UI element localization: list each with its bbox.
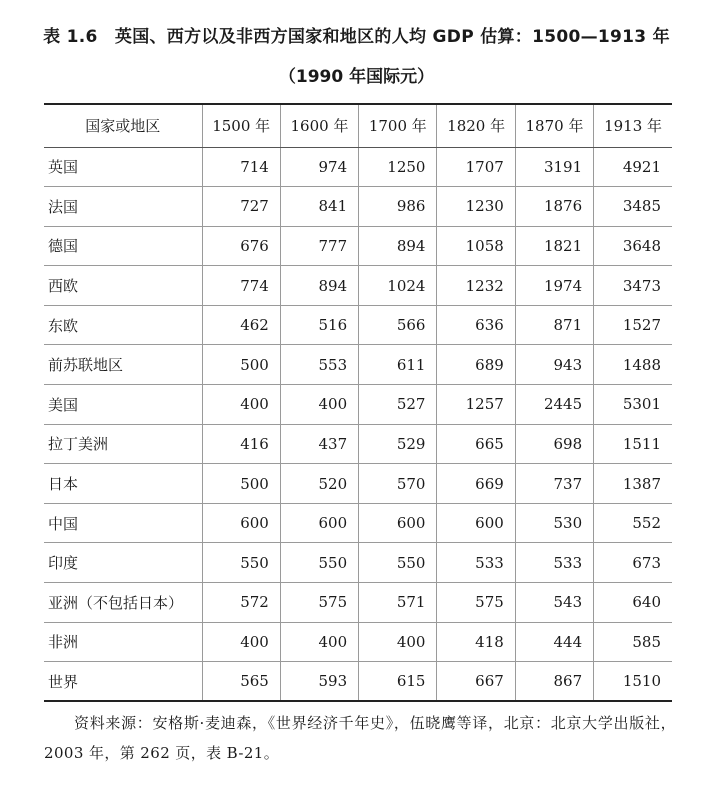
table-row — [44, 147, 672, 187]
gdp-value-cell: 3485 — [594, 187, 672, 227]
gdp-value-cell: 615 — [359, 662, 437, 702]
column-header-region: 国家或地区 — [44, 104, 202, 147]
gdp-value-cell: 600 — [437, 503, 515, 543]
table-body — [44, 147, 672, 701]
gdp-value-cell: 2445 — [515, 385, 593, 425]
table-row — [44, 385, 672, 425]
gdp-value-cell: 974 — [280, 147, 358, 187]
gdp-value-cell: 727 — [202, 187, 280, 227]
gdp-value-cell: 520 — [280, 464, 358, 504]
gdp-value-cell: 530 — [515, 503, 593, 543]
gdp-value-cell: 533 — [515, 543, 593, 583]
gdp-value-cell: 462 — [202, 305, 280, 345]
column-header-year: 1600 年 — [280, 104, 358, 147]
region-name-cell: 德国 — [44, 226, 202, 266]
table-row — [44, 305, 672, 345]
gdp-value-cell: 640 — [594, 583, 672, 623]
gdp-value-cell: 553 — [280, 345, 358, 385]
region-name-cell: 美国 — [44, 385, 202, 425]
gdp-value-cell: 550 — [280, 543, 358, 583]
gdp-value-cell: 4921 — [594, 147, 672, 187]
gdp-value-cell: 600 — [359, 503, 437, 543]
gdp-value-cell: 400 — [280, 385, 358, 425]
gdp-value-cell: 527 — [359, 385, 437, 425]
region-name-cell: 东欧 — [44, 305, 202, 345]
region-name-cell: 西欧 — [44, 266, 202, 306]
region-name-cell: 印度 — [44, 543, 202, 583]
region-name-cell: 日本 — [44, 464, 202, 504]
header-row — [44, 104, 672, 147]
region-name-cell: 拉丁美洲 — [44, 424, 202, 464]
gdp-value-cell: 400 — [202, 385, 280, 425]
gdp-value-cell: 698 — [515, 424, 593, 464]
table-row — [44, 226, 672, 266]
gdp-value-cell: 600 — [202, 503, 280, 543]
gdp-value-cell: 543 — [515, 583, 593, 623]
table-row — [44, 503, 672, 543]
gdp-table — [44, 103, 672, 702]
table-row — [44, 543, 672, 583]
gdp-value-cell: 676 — [202, 226, 280, 266]
gdp-value-cell: 1024 — [359, 266, 437, 306]
column-header-year: 1913 年 — [594, 104, 672, 147]
gdp-value-cell: 529 — [359, 424, 437, 464]
gdp-value-cell: 1257 — [437, 385, 515, 425]
gdp-value-cell: 571 — [359, 583, 437, 623]
gdp-value-cell: 600 — [280, 503, 358, 543]
gdp-value-cell: 550 — [359, 543, 437, 583]
region-name-cell: 世界 — [44, 662, 202, 702]
gdp-value-cell: 550 — [202, 543, 280, 583]
gdp-value-cell: 566 — [359, 305, 437, 345]
gdp-value-cell: 665 — [437, 424, 515, 464]
gdp-value-cell: 5301 — [594, 385, 672, 425]
column-header-year: 1700 年 — [359, 104, 437, 147]
gdp-value-cell: 871 — [515, 305, 593, 345]
gdp-value-cell: 943 — [515, 345, 593, 385]
gdp-value-cell: 400 — [202, 622, 280, 662]
gdp-value-cell: 3648 — [594, 226, 672, 266]
gdp-value-cell: 516 — [280, 305, 358, 345]
source-note: 资料来源：安格斯·麦迪森，《世界经济千年史》，伍晓鹰等译，北京：北京大学出版社，2003 年，第 262 页，表 B-21。 — [44, 714, 676, 762]
gdp-value-cell: 400 — [280, 622, 358, 662]
region-name-cell: 前苏联地区 — [44, 345, 202, 385]
gdp-value-cell: 570 — [359, 464, 437, 504]
gdp-value-cell: 3473 — [594, 266, 672, 306]
table-title: 表 1.6 英国、西方以及非西方国家和地区的人均 GDP 估算：1500—1913 年 — [43, 27, 670, 47]
gdp-value-cell: 500 — [202, 345, 280, 385]
table-row — [44, 622, 672, 662]
gdp-value-cell: 400 — [359, 622, 437, 662]
gdp-value-cell: 1876 — [515, 187, 593, 227]
region-name-cell: 法国 — [44, 187, 202, 227]
gdp-value-cell: 1387 — [594, 464, 672, 504]
gdp-value-cell: 572 — [202, 583, 280, 623]
column-header-year: 1500 年 — [202, 104, 280, 147]
gdp-value-cell: 673 — [594, 543, 672, 583]
gdp-value-cell: 1230 — [437, 187, 515, 227]
region-name-cell: 中国 — [44, 503, 202, 543]
gdp-value-cell: 437 — [280, 424, 358, 464]
region-name-cell: 英国 — [44, 147, 202, 187]
table-row — [44, 424, 672, 464]
gdp-value-cell: 1511 — [594, 424, 672, 464]
gdp-value-cell: 1821 — [515, 226, 593, 266]
gdp-value-cell: 777 — [280, 226, 358, 266]
column-header-year: 1870 年 — [515, 104, 593, 147]
gdp-value-cell: 1488 — [594, 345, 672, 385]
gdp-value-cell: 565 — [202, 662, 280, 702]
gdp-value-cell: 575 — [280, 583, 358, 623]
gdp-value-cell: 894 — [359, 226, 437, 266]
gdp-value-cell: 986 — [359, 187, 437, 227]
gdp-value-cell: 611 — [359, 345, 437, 385]
gdp-value-cell: 416 — [202, 424, 280, 464]
gdp-value-cell: 894 — [280, 266, 358, 306]
table-row — [44, 583, 672, 623]
gdp-value-cell: 575 — [437, 583, 515, 623]
gdp-value-cell: 552 — [594, 503, 672, 543]
gdp-value-cell: 714 — [202, 147, 280, 187]
table-row — [44, 464, 672, 504]
gdp-value-cell: 774 — [202, 266, 280, 306]
gdp-value-cell: 1250 — [359, 147, 437, 187]
gdp-value-cell: 669 — [437, 464, 515, 504]
table-subtitle: （1990 年国际元） — [278, 67, 435, 87]
gdp-value-cell: 689 — [437, 345, 515, 385]
gdp-value-cell: 585 — [594, 622, 672, 662]
gdp-value-cell: 1510 — [594, 662, 672, 702]
gdp-value-cell: 418 — [437, 622, 515, 662]
gdp-value-cell: 3191 — [515, 147, 593, 187]
gdp-value-cell: 444 — [515, 622, 593, 662]
gdp-value-cell: 1974 — [515, 266, 593, 306]
gdp-value-cell: 667 — [437, 662, 515, 702]
gdp-value-cell: 1232 — [437, 266, 515, 306]
gdp-value-cell: 737 — [515, 464, 593, 504]
table-row — [44, 187, 672, 227]
region-name-cell: 亚洲（不包括日本） — [44, 583, 202, 623]
gdp-value-cell: 1707 — [437, 147, 515, 187]
region-name-cell: 非洲 — [44, 622, 202, 662]
table-row — [44, 662, 672, 702]
gdp-value-cell: 533 — [437, 543, 515, 583]
gdp-value-cell: 593 — [280, 662, 358, 702]
gdp-value-cell: 1527 — [594, 305, 672, 345]
table-row — [44, 266, 672, 306]
gdp-value-cell: 1058 — [437, 226, 515, 266]
gdp-value-cell: 500 — [202, 464, 280, 504]
gdp-value-cell: 636 — [437, 305, 515, 345]
column-header-year: 1820 年 — [437, 104, 515, 147]
gdp-value-cell: 841 — [280, 187, 358, 227]
gdp-value-cell: 867 — [515, 662, 593, 702]
table-row — [44, 345, 672, 385]
